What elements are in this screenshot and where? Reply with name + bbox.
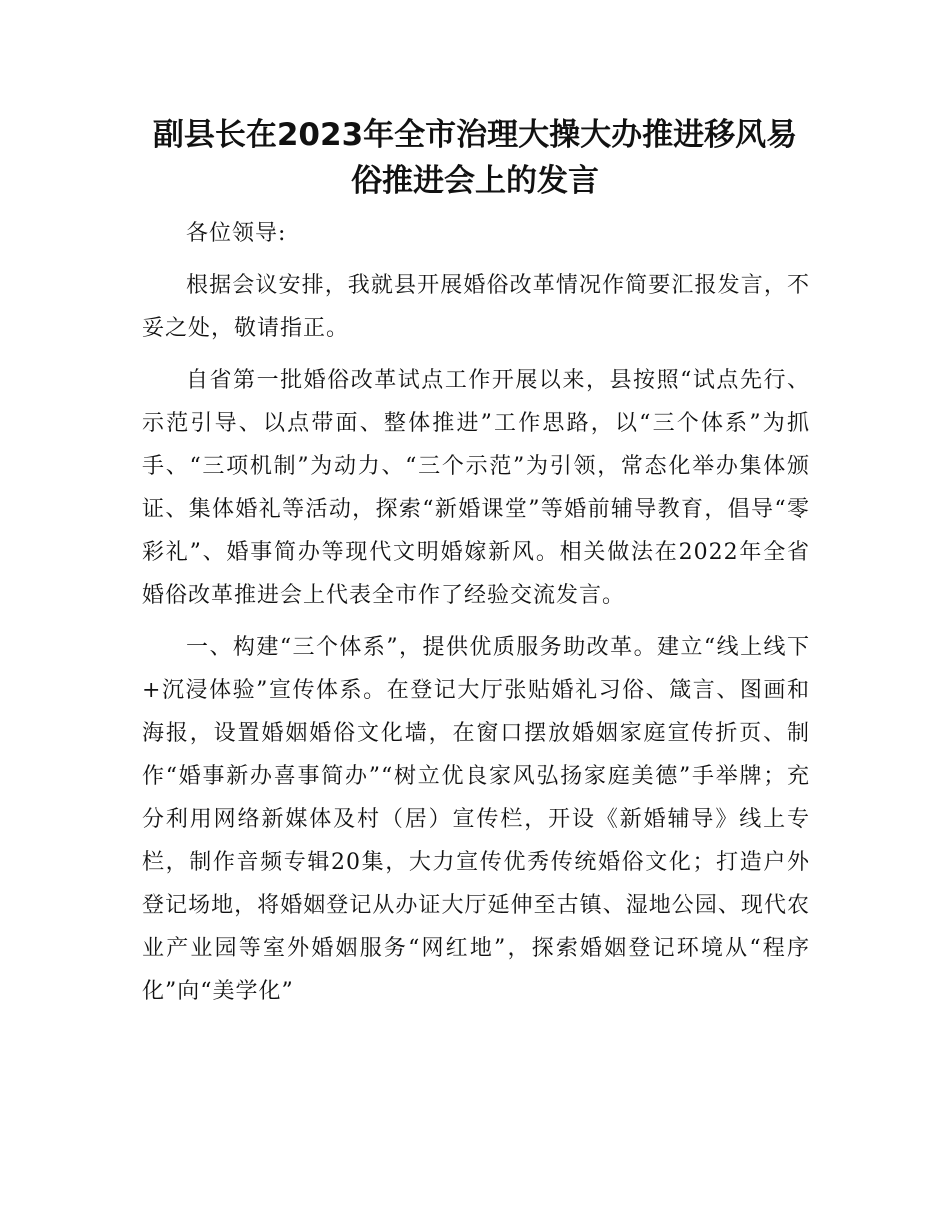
paragraph-intro: 根据会议安排，我就县开展婚俗改革情况作简要汇报发言，不妥之处，敬请指正。 — [142, 273, 810, 341]
paragraph-section-one: 一、构建“三个体系”，提供优质服务助改革。建立“线上线下+沉浸体验”宣传体系。在登记大厅张贴婚礼习俗、箴言、图画和海报，设置婚姻婚俗文化墙，在窗口摆放婚姻家庭宣传折页、制作“婚事新办喜事简办”“树立优良家风弘扬家庭美德”手举牌；充分利用网络新媒体及村（居）宣传栏，开设《新婚辅导》线上专栏，制作音频专辑20集，大力宣传优秀传统婚俗文化；打造户外登记场地，将婚姻登记从办证大厅延伸至古镇、湿地公园、现代农业产业园等室外婚姻服务“网红地”，探索婚姻登记环境从“程序化”向“美学化” — [142, 635, 810, 1004]
paragraph-overview: 自省第一批婚俗改革试点工作开展以来，县按照“试点先行、示范引导、以点带面、整体推进”工作思路，以“三个体系”为抓手、“三项机制”为动力、“三个示范”为引领，常态化举办集体颁证、集体婚礼等活动，探索“新婚课堂”等婚前辅导教育，倡导“零彩礼”、婚事简办等现代文明婚嫁新风。相关做法在2022年全省婚俗改革推进会上代表全市作了经验交流发言。 — [142, 368, 810, 608]
document-title: 副县长在2023年全市治理大操大办推进移风易俗推进会上的发言 — [152, 117, 798, 199]
document-body — [142, 212, 810, 1022]
salutation: 各位领导: — [186, 221, 287, 246]
